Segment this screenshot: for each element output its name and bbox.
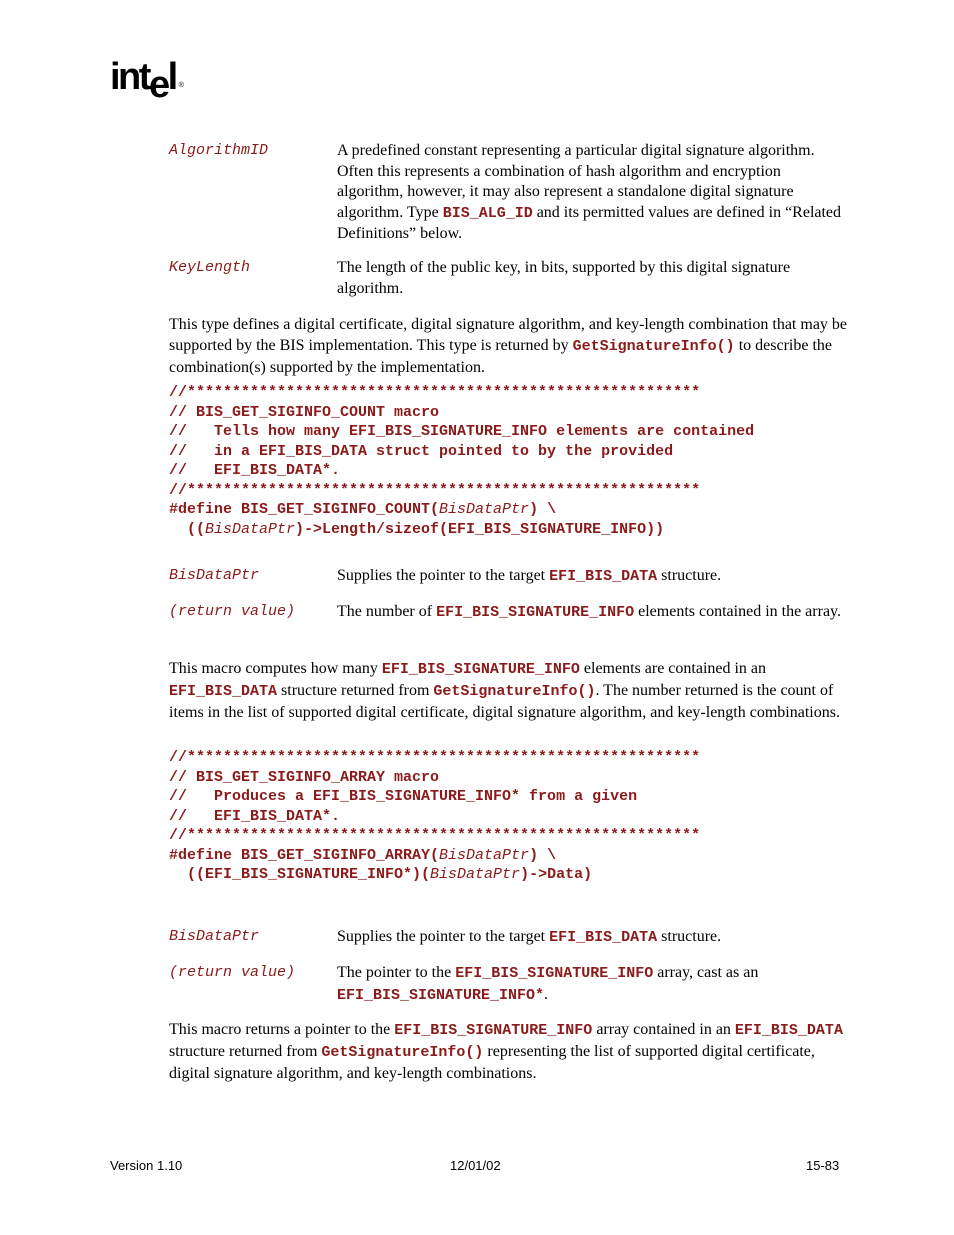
footer-date: 12/01/02 — [450, 1158, 501, 1173]
term-algorithmid: AlgorithmID — [169, 142, 269, 159]
code-line-define: #define BIS_GET_SIGINFO_ARRAY(BisDataPtr) \ — [169, 846, 557, 864]
desc-return-value: The number of EFI_BIS_SIGNATURE_INFO elements contained in the array. — [337, 603, 841, 621]
code-line: //********************************************************* — [169, 749, 701, 766]
code-line: //********************************************************* — [169, 481, 701, 499]
code-block-siginfo-array — [169, 748, 700, 885]
term-bisdataptr: BisDataPtr — [169, 567, 260, 584]
footer-page-number: 15-83 — [806, 1158, 840, 1173]
code-line: // EFI_BIS_DATA*. — [169, 807, 341, 825]
desc-return-value: The pointer to the EFI_BIS_SIGNATURE_INFO array, cast as an EFI_BIS_SIGNATURE_INFO*. — [337, 964, 759, 1004]
intel-logo: intel ® — [110, 56, 184, 106]
footer-version: Version 1.10 — [110, 1158, 183, 1173]
code-line-define: #define BIS_GET_SIGINFO_COUNT(BisDataPtr) \ — [169, 501, 557, 518]
desc-keylength: The length of the public key, in bits, supported by this digital signature algorithm. — [337, 259, 791, 297]
term-keylength: KeyLength — [169, 259, 251, 276]
code-line: // Produces a EFI_BIS_SIGNATURE_INFO* from a given — [169, 788, 638, 805]
term-bisdataptr: BisDataPtr — [169, 928, 260, 945]
code-line: //********************************************************* — [169, 827, 701, 844]
desc-algorithmid: A predefined constant representing a particular digital signature algorithm. Often this represents a combination of hash algorithm and encryption algorithm, however, it may also represent a standalone digital signature algorithm. Type BIS_ALG_ID and its permitted values are defined in “Related Definitions” below. — [337, 142, 842, 242]
desc-bisdataptr: Supplies the pointer to the target EFI_BIS_DATA structure. — [337, 928, 722, 946]
term-return-value: (return value) — [169, 964, 296, 981]
code-line: // Tells how many EFI_BIS_SIGNATURE_INFO elements are contained — [169, 423, 755, 440]
term-return-value: (return value) — [169, 603, 296, 620]
code-line: // BIS_GET_SIGINFO_ARRAY macro — [169, 768, 440, 786]
code-line: // in a EFI_BIS_DATA struct pointed to by the provided — [169, 442, 674, 460]
code-line: //********************************************************* — [169, 384, 701, 401]
code-line-body: ((BisDataPtr)->Length/sizeof(EFI_BIS_SIGNATURE_INFO)) — [169, 520, 665, 538]
desc-bisdataptr: Supplies the pointer to the target EFI_BIS_DATA structure. — [337, 567, 722, 585]
paragraph-type-description: This type defines a digital certificate, digital signature algorithm, and key-length combination that may be supported by the BIS implementation. This type is returned by GetSignatureInfo() to describe the combination(s) supported by the implementation. — [169, 316, 848, 376]
paragraph-array-macro: This macro returns a pointer to the EFI_BIS_SIGNATURE_INFO array contained in an EFI_BIS_DATA structure returned from GetSignatureInfo() representing the list of supported digital certificate, digital signature algorithm, and key-length combinations. — [169, 1021, 843, 1082]
code-line-body: ((EFI_BIS_SIGNATURE_INFO*)(BisDataPtr)->Data) — [169, 866, 593, 883]
code-line: // BIS_GET_SIGINFO_COUNT macro — [169, 403, 440, 421]
code-block-siginfo-count — [169, 383, 754, 539]
code-line: // EFI_BIS_DATA*. — [169, 462, 341, 479]
paragraph-count-macro: This macro computes how many EFI_BIS_SIGNATURE_INFO elements are contained in an EFI_BIS_DATA structure returned from GetSignatureInfo(). The number returned is the count of items in the list of supported digital certificate, digital signature algorithm, and key-length combinations. — [169, 660, 840, 721]
